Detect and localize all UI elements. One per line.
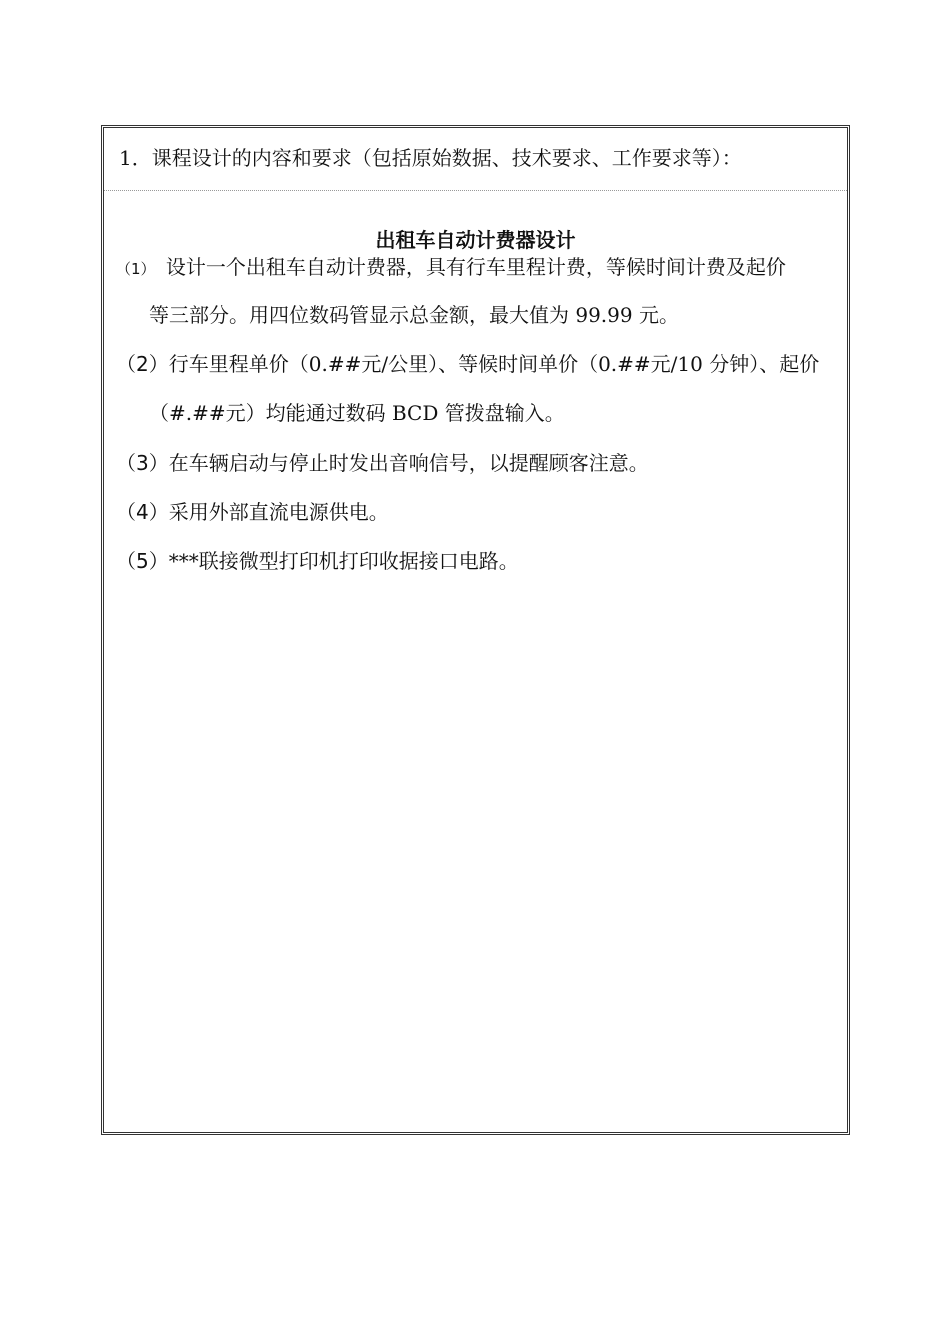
item-4-number: （4） xyxy=(116,500,169,524)
item-1-number: （1） xyxy=(116,260,156,278)
document-title: 出租车自动计费器设计 xyxy=(375,228,576,252)
item-3-number: （3） xyxy=(116,451,169,475)
item-3-line-1: 在车辆启动与停止时发出音响信号，以提醒顾客注意。 xyxy=(168,451,649,475)
item-2-line-2: （#.##元）均能通过数码 BCD 管拨盘输入。 xyxy=(149,401,565,425)
item-2-line-1: 行车里程单价（0.##元/公里）、等候时间单价（0.##元/10 分钟）、起价 xyxy=(168,352,820,376)
list-item-1 xyxy=(116,251,786,280)
item-1-line-2: 等三部分。用四位数码管显示总金额，最大值为 99.99 元。 xyxy=(149,303,679,327)
list-item-5 xyxy=(116,545,519,574)
item-1-line-1: 设计一个出租车自动计费器，具有行车里程计费，等候时间计费及起价 xyxy=(165,255,786,279)
list-item-3 xyxy=(116,447,649,476)
item-2-number: （2） xyxy=(116,352,169,376)
item-5-number: （5） xyxy=(116,549,169,573)
table-header-row xyxy=(104,128,847,191)
list-item-4 xyxy=(116,496,389,525)
section-heading: 1．课程设计的内容和要求（包括原始数据、技术要求、工作要求等）： xyxy=(119,146,742,170)
content-table xyxy=(101,125,850,1135)
list-item-2 xyxy=(116,348,819,377)
item-5-line-1: ***联接微型打印机打印收据接口电路。 xyxy=(168,549,519,573)
item-4-line-1: 采用外部直流电源供电。 xyxy=(168,500,389,524)
